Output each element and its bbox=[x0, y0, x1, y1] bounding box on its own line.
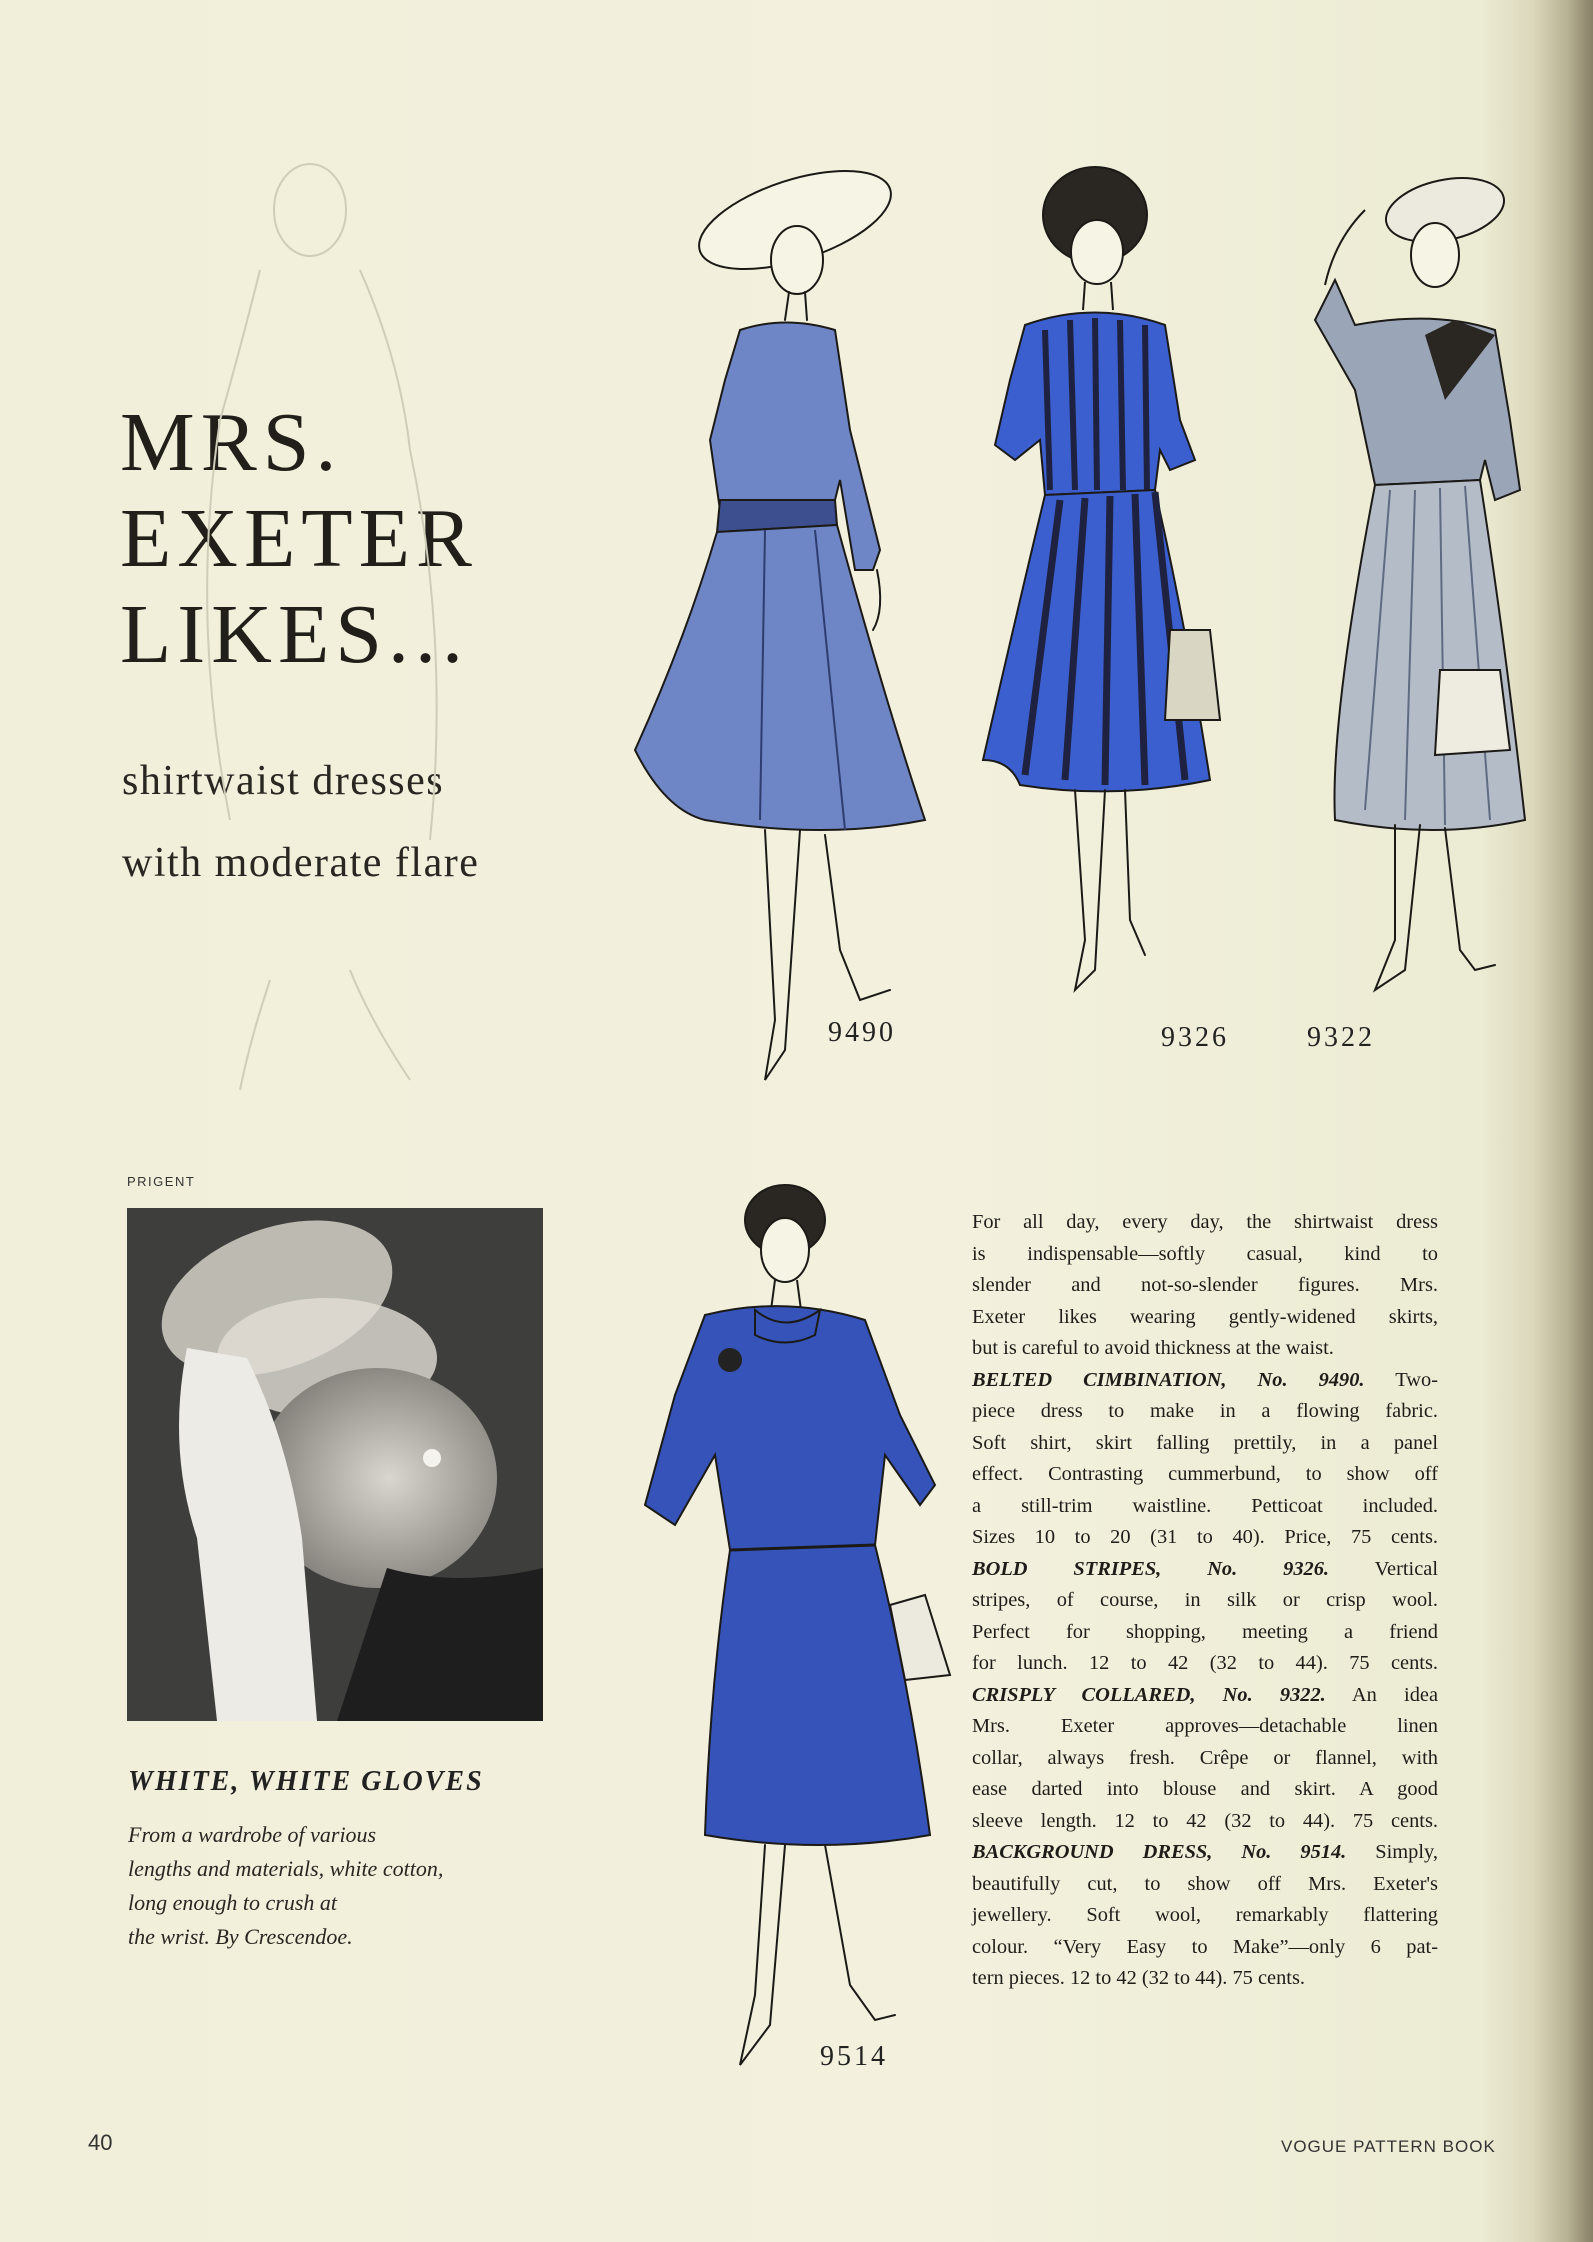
fashion-illustration-9490 bbox=[625, 180, 895, 1120]
headline-line-2: EXETER bbox=[120, 492, 478, 585]
faint-background-sketch bbox=[150, 120, 650, 1120]
pattern-number-9322: 9322 bbox=[1307, 1022, 1375, 1053]
body-text-line bbox=[972, 1396, 1438, 1428]
body-text-run: slender and not-so-slender figures. Mrs. bbox=[972, 1274, 1438, 1296]
running-footer: VOGUE PATTERN BOOK bbox=[1281, 2137, 1496, 2156]
body-text-run: stripes, of course, in silk or crisp wool. bbox=[972, 1589, 1438, 1611]
body-text-line bbox=[972, 1963, 1438, 1995]
headline-line-1: MRS. bbox=[120, 396, 343, 489]
body-text-line bbox=[972, 1459, 1438, 1491]
caption-line: From a wardrobe of various bbox=[128, 1822, 377, 1847]
body-text-line bbox=[972, 1837, 1438, 1869]
body-text-run: colour. “Very Easy to Make”—only 6 pat- bbox=[972, 1935, 1438, 1958]
body-text-line bbox=[972, 1774, 1438, 1806]
body-text-line bbox=[972, 1585, 1438, 1617]
body-text-line bbox=[972, 1554, 1438, 1586]
body-text-line bbox=[972, 1207, 1438, 1239]
headline-line-3: LIKES... bbox=[120, 588, 469, 681]
fashion-illustration-9514 bbox=[635, 1185, 955, 2105]
body-text-line bbox=[972, 1522, 1438, 1554]
body-text-run: Mrs. Exeter approves—detachable linen bbox=[972, 1715, 1438, 1737]
body-text-run: but is careful to avoid thickness at the waist. bbox=[972, 1337, 1334, 1359]
body-text-line bbox=[972, 1680, 1438, 1712]
photograph-woman-white-gloves bbox=[127, 1208, 543, 1721]
photo-credit: PRIGENT bbox=[127, 1174, 196, 1189]
body-text-line bbox=[972, 1617, 1438, 1649]
body-text-run: Sizes 10 to 20 (31 to 40). Price, 75 cents. bbox=[972, 1526, 1438, 1548]
body-text-line bbox=[972, 1743, 1438, 1775]
caption-body bbox=[128, 1818, 548, 1954]
caption-line: the wrist. By Crescendoe. bbox=[128, 1924, 353, 1949]
subtitle-line-2: with moderate flare bbox=[122, 840, 480, 886]
pattern-heading: BELTED CIMBINATION, No. 9490. bbox=[972, 1368, 1365, 1391]
body-text-run: Soft shirt, skirt falling prettily, in a panel bbox=[972, 1431, 1438, 1454]
page-number: 40 bbox=[88, 2130, 113, 2155]
fashion-illustration-9322 bbox=[1295, 160, 1555, 1120]
body-text-run: Perfect for shopping, meeting a friend bbox=[972, 1620, 1438, 1643]
body-text-run: for lunch. 12 to 42 (32 to 44). 75 cents. bbox=[972, 1652, 1438, 1674]
body-text-run: ease darted into blouse and skirt. A good bbox=[972, 1778, 1438, 1800]
photo-rendering bbox=[127, 1208, 543, 1721]
body-text-run: beautifully cut, to show off Mrs. Exeter's bbox=[972, 1872, 1438, 1895]
pattern-heading: CRISPLY COLLARED, No. 9322. bbox=[972, 1683, 1326, 1706]
pattern-heading: BACKGROUND DRESS, No. 9514. bbox=[972, 1841, 1347, 1863]
article-body bbox=[972, 1207, 1438, 1995]
pattern-heading: BOLD STRIPES, No. 9326. bbox=[972, 1557, 1330, 1580]
body-text-line bbox=[972, 1806, 1438, 1838]
body-text-line bbox=[972, 1270, 1438, 1302]
body-text-run: For all day, every day, the shirtwaist dress bbox=[972, 1211, 1438, 1233]
body-text-run: effect. Contrasting cummerbund, to show off bbox=[972, 1463, 1438, 1485]
body-text-line bbox=[972, 1333, 1438, 1365]
subtitle-line-1: shirtwaist dresses bbox=[122, 758, 445, 804]
body-text-line bbox=[972, 1491, 1438, 1523]
pattern-number-9514: 9514 bbox=[820, 2041, 888, 2072]
body-text-run: a still-trim waistline. Petticoat included. bbox=[972, 1494, 1438, 1517]
body-text-run: sleeve length. 12 to 42 (32 to 44). 75 cents. bbox=[972, 1809, 1438, 1832]
body-text-run: Simply, bbox=[1346, 1841, 1438, 1863]
body-text-run: is indispensable—softly casual, kind to bbox=[972, 1242, 1438, 1265]
pattern-number-9490: 9490 bbox=[828, 1017, 896, 1048]
body-text-run: collar, always fresh. Crêpe or flannel, with bbox=[972, 1746, 1438, 1769]
body-text-run: jewellery. Soft wool, remarkably flattering bbox=[972, 1904, 1438, 1926]
fashion-illustration-9326 bbox=[965, 160, 1235, 1120]
body-text-line bbox=[972, 1302, 1438, 1334]
body-text-run: piece dress to make in a flowing fabric. bbox=[972, 1400, 1438, 1422]
body-text-line bbox=[972, 1648, 1438, 1680]
body-text-run: tern pieces. 12 to 42 (32 to 44). 75 cents. bbox=[972, 1967, 1305, 1989]
body-text-line bbox=[972, 1365, 1438, 1397]
body-text-line bbox=[972, 1711, 1438, 1743]
body-text-run: An idea bbox=[1325, 1683, 1438, 1706]
body-text-line bbox=[972, 1428, 1438, 1460]
caption-line: lengths and materials, white cotton, bbox=[128, 1856, 444, 1881]
body-text-run: Exeter likes wearing gently-widened skirts, bbox=[972, 1305, 1438, 1328]
body-text-line bbox=[972, 1869, 1438, 1901]
caption-heading: WHITE, WHITE GLOVES bbox=[128, 1766, 484, 1797]
body-text-line bbox=[972, 1239, 1438, 1271]
caption-line: long enough to crush at bbox=[128, 1890, 337, 1915]
pattern-number-9326: 9326 bbox=[1161, 1022, 1229, 1053]
body-text-line bbox=[972, 1900, 1438, 1932]
body-text-line bbox=[972, 1932, 1438, 1964]
body-text-run: Vertical bbox=[1329, 1557, 1438, 1580]
body-text-run: Two- bbox=[1364, 1368, 1438, 1391]
